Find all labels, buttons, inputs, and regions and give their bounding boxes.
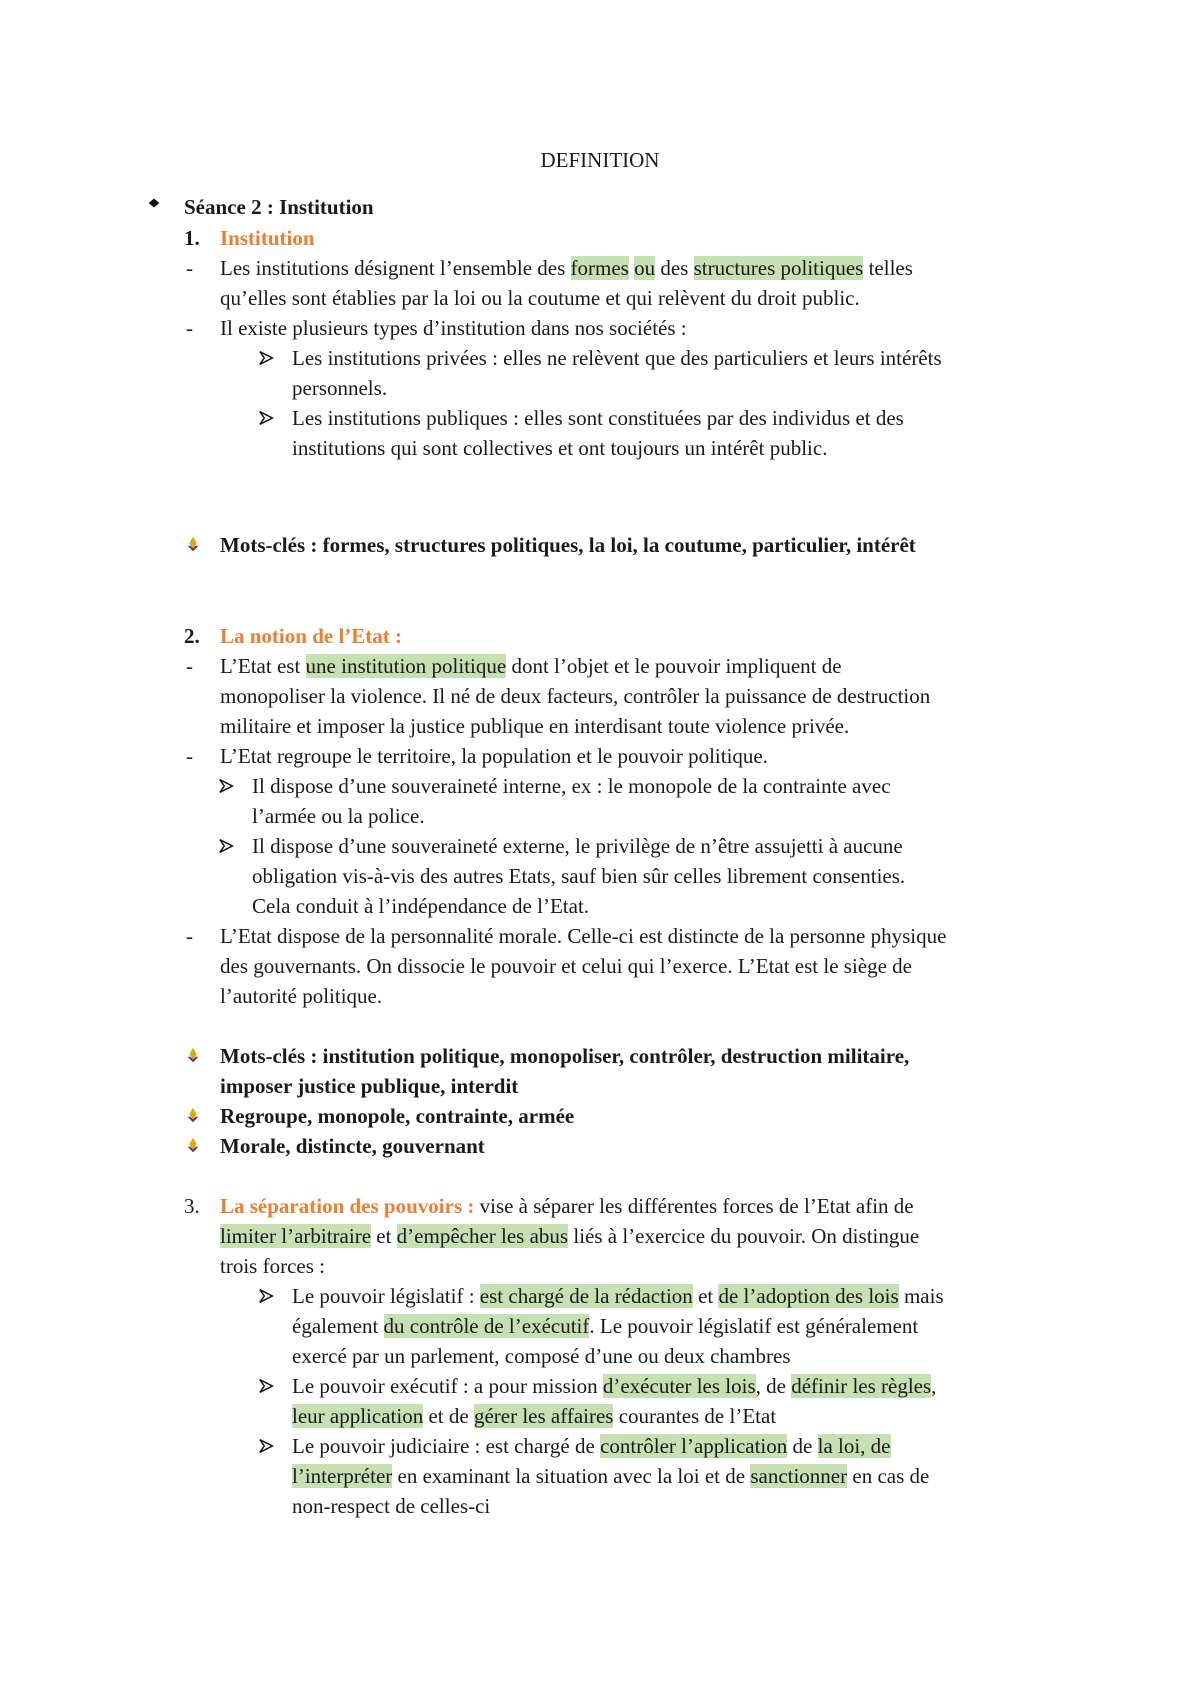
paragraph-line: des gouvernants. On dissocie le pouvoir et celui qui l’exerce. L’Etat est le siège de — [220, 954, 913, 978]
paragraph-line: obligation vis-à-vis des autres Etats, sauf bien sûr celles librement consenties. — [252, 864, 906, 888]
paragraph-line: leur application et de gérer les affaires courantes de l’Etat — [292, 1404, 777, 1428]
dash-marker: - — [186, 924, 193, 948]
keyword-arrow-icon — [184, 530, 204, 560]
highlight: sanctionner — [750, 1464, 848, 1488]
section-number: 2. — [184, 624, 200, 648]
paragraph-line: institutions qui sont collectives et ont toujours un intérêt public. — [292, 436, 828, 460]
section-number: 1. — [184, 226, 200, 250]
paragraph-line: monopoliser la violence. Il né de deux facteurs, contrôler la puissance de destruction — [220, 684, 931, 708]
highlight: de l’adoption des lois — [718, 1284, 899, 1308]
keywords-line: Mots-clés : formes, structures politiques, la loi, la coutume, particulier, intérêt — [220, 533, 916, 557]
paragraph-line: L’Etat est une institution politique dont l’objet et le pouvoir impliquent de — [220, 654, 842, 678]
arrow-bullet-icon — [218, 831, 238, 861]
paragraph-line: Il existe plusieurs types d’institution dans nos sociétés : — [220, 316, 687, 340]
bullet-icon — [145, 190, 165, 220]
arrow-bullet-icon — [258, 1281, 278, 1311]
arrow-bullet-icon — [258, 403, 278, 433]
arrow-bullet-icon — [258, 1431, 278, 1461]
highlight: définir les règles — [791, 1374, 932, 1398]
arrow-bullet-icon — [258, 1371, 278, 1401]
section-heading: La notion de l’Etat : — [220, 624, 403, 648]
seance-heading: Séance 2 : Institution — [184, 195, 374, 219]
paragraph-line: Il dispose d’une souveraineté externe, le privilège de n’être assujetti à aucune — [252, 834, 903, 858]
highlight: l’interpréter — [292, 1464, 393, 1488]
highlight: du contrôle de l’exécutif — [383, 1314, 590, 1338]
paragraph-line: exercé par un parlement, composé d’une ou deux chambres — [292, 1344, 791, 1368]
paragraph-line: Le pouvoir législatif : est chargé de la rédaction et de l’adoption des lois mais — [292, 1284, 944, 1308]
highlight: la loi, de — [817, 1434, 891, 1458]
highlight: ou — [634, 256, 656, 280]
keyword-arrow-icon — [184, 1101, 204, 1131]
paragraph-line: Les institutions publiques : elles sont constituées par des individus et des — [292, 406, 904, 430]
dash-marker: - — [186, 316, 193, 340]
arrow-bullet-icon — [258, 343, 278, 373]
keyword-arrow-icon — [184, 1041, 204, 1071]
paragraph-line: Cela conduit à l’indépendance de l’Etat. — [252, 894, 590, 918]
paragraph-line: Les institutions désignent l’ensemble des formes ou des structures politiques telles — [220, 256, 913, 280]
highlight: leur application — [292, 1404, 424, 1428]
highlight: est chargé de la rédaction — [479, 1284, 693, 1308]
paragraph-line: trois forces : — [220, 1254, 325, 1278]
dash-marker: - — [186, 654, 193, 678]
paragraph-line: également du contrôle de l’exécutif. Le pouvoir législatif est généralement — [292, 1314, 919, 1338]
paragraph-line: militaire et imposer la justice publique en interdisant toute violence privée. — [220, 714, 850, 738]
highlight: limiter l’arbitraire — [220, 1224, 372, 1248]
paragraph-line: l’interpréter en examinant la situation avec la loi et de sanctionner en cas de — [292, 1464, 930, 1488]
paragraph-line: Le pouvoir exécutif : a pour mission d’exécuter les lois, de définir les règles, — [292, 1374, 937, 1398]
paragraph-line: Le pouvoir judiciaire : est chargé de contrôler l’application de la loi, de — [292, 1434, 891, 1458]
paragraph-line: L’Etat regroupe le territoire, la population et le pouvoir politique. — [220, 744, 768, 768]
highlight: gérer les affaires — [473, 1404, 614, 1428]
paragraph-line: l’autorité politique. — [220, 984, 383, 1008]
paragraph-line: qu’elles sont établies par la loi ou la coutume et qui relèvent du droit public. — [220, 286, 860, 310]
dash-marker: - — [186, 256, 193, 280]
keywords-line: Morale, distincte, gouvernant — [220, 1134, 485, 1158]
keywords-line: Regroupe, monopole, contrainte, armée — [220, 1104, 575, 1128]
arrow-bullet-icon — [218, 771, 238, 801]
dash-marker: - — [186, 744, 193, 768]
highlight: structures politiques — [693, 256, 864, 280]
page-title: DEFINITION — [540, 148, 660, 172]
keyword-arrow-icon — [184, 1131, 204, 1161]
highlight: formes — [570, 256, 629, 280]
paragraph-line: personnels. — [292, 376, 388, 400]
section-heading: La séparation des pouvoirs : — [220, 1194, 475, 1218]
section-number: 3. — [184, 1194, 200, 1218]
paragraph-line: l’armée ou la police. — [252, 804, 425, 828]
paragraph-line: limiter l’arbitraire et d’empêcher les abus liés à l’exercice du pouvoir. On distingue — [220, 1224, 920, 1248]
highlight: d’exécuter les lois — [602, 1374, 756, 1398]
paragraph-line: non-respect de celles-ci — [292, 1494, 491, 1518]
paragraph-line: L’Etat dispose de la personnalité morale. Celle-ci est distincte de la personne physique — [220, 924, 947, 948]
paragraph-line: Les institutions privées : elles ne relèvent que des particuliers et leurs intérêts — [292, 346, 942, 370]
section-heading: Institution — [220, 226, 315, 250]
keywords-line: Mots-clés : institution politique, monopoliser, contrôler, destruction militaire, — [220, 1044, 910, 1068]
highlight: une institution politique — [305, 654, 507, 678]
paragraph-line: Il dispose d’une souveraineté interne, ex : le monopole de la contrainte avec — [252, 774, 891, 798]
highlight: d’empêcher les abus — [396, 1224, 569, 1248]
paragraph-line: La séparation des pouvoirs : vise à séparer les différentes forces de l’Etat afin de — [220, 1194, 914, 1218]
highlight: contrôler l’application — [600, 1434, 788, 1458]
keywords-line: imposer justice publique, interdit — [220, 1074, 519, 1098]
